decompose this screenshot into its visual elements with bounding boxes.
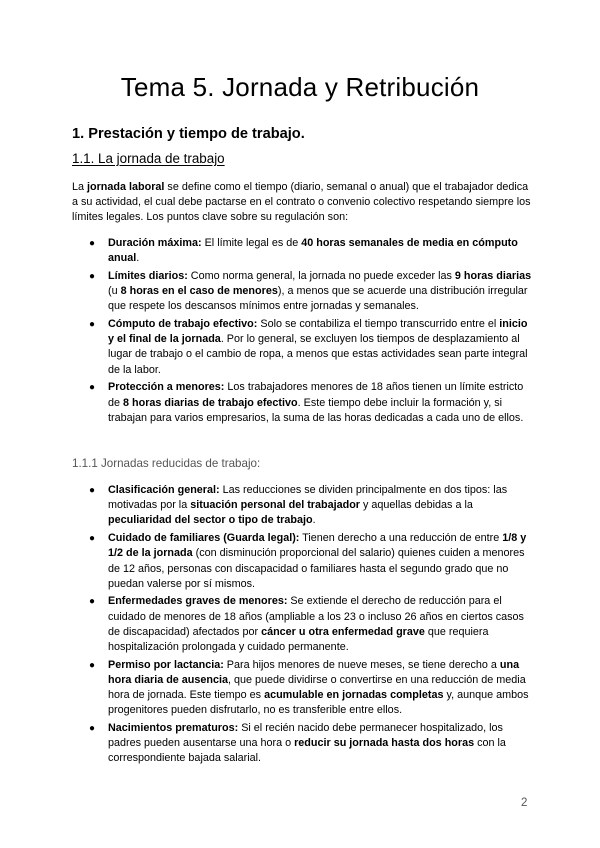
item-text: con la correspondiente bajada salarial. (108, 737, 506, 765)
item-text: y aquellas debidas a la (360, 499, 473, 512)
item-text: (con disminución proporcional del salario) quienes cuiden a menores de 12 años, personas con discapacidad o familiares hasta el segundo grado que no puedan valerse por sí mismos. (108, 547, 525, 590)
item-text: Si el recién nacido debe permanecer hospitalizado, los padres pueden ausentarse una hora o (108, 722, 503, 750)
item-bold: inicio y el final de la jornada (108, 318, 528, 346)
subsection-heading: 1.1. La jornada de trabajo (72, 151, 225, 166)
item-text: . (136, 252, 140, 265)
list-item (72, 236, 532, 266)
bullet-icon: ● (89, 270, 96, 282)
list-item (72, 380, 532, 426)
item-text: Se extiende el derecho de reducción para el cuidado de menores de 18 años (ampliable a los 23 o incluso 26 años en ciertos casos de discapacidad) afectados por (108, 595, 524, 638)
item-text: Tienen derecho a una reducción de entre (299, 532, 503, 545)
item-bold: 8 horas diarias de trabajo efectivo (123, 396, 298, 409)
item-bold: 9 horas diarias (454, 269, 532, 282)
bullet-icon: ● (89, 533, 96, 545)
list-item (72, 317, 532, 378)
item-bold: peculiaridad del sector o tipo de trabajo (108, 514, 313, 527)
jornada-list (72, 236, 532, 428)
page-number: 2 (521, 797, 528, 809)
item-label: Nacimientos prematuros: (108, 722, 239, 735)
item-text: Solo se contabiliza el tiempo transcurrido entre el (257, 318, 500, 331)
bullet-icon: ● (89, 596, 96, 608)
item-bold: 40 horas semanales de media en cómputo anual (108, 237, 518, 265)
item-text: . Por lo general, se excluyen los tiempos de desplazamiento al lugar de trabajo o el cambio de ropa, a menos que estas actividades sean parte integral de la labor. (108, 333, 528, 376)
item-bold: reducir su jornada hasta dos horas (294, 737, 475, 750)
item-bold: 8 horas en el caso de menores (120, 285, 278, 298)
item-bold: situación personal del trabajador (190, 499, 361, 512)
item-text: que requiera hospitalización prolongada y cuidado permanente. (108, 625, 489, 654)
list-item (72, 658, 532, 719)
item-bold: cáncer u otra enfermedad grave (261, 625, 425, 638)
item-text: Las reducciones se dividen principalmente en dos tipos: las motivadas por la (108, 484, 508, 512)
item-label: Permiso por lactancia: (108, 658, 224, 671)
bullet-icon: ● (89, 723, 96, 735)
bullet-icon: ● (89, 485, 96, 496)
item-bold: una hora diaria de ausencia (108, 658, 520, 686)
item-text: . Este tiempo debe incluir la formación y, si trabajan para varios empresarios, la suma de las horas dedicadas a cada uno de ellos. (108, 396, 524, 424)
item-label: Duración máxima: (108, 237, 202, 249)
item-text: Para hijos menores de nueve meses, se tiene derecho a (223, 658, 500, 671)
item-text: . (312, 514, 316, 527)
item-text: Como norma general, la jornada no puede exceder las (187, 269, 455, 282)
item-text: , que puede dividirse o convertirse en una reducción de media hora de jornada. Este tiempo es (108, 673, 526, 702)
bullet-icon: ● (89, 659, 96, 671)
subsubsection-heading: 1.1.1 Jornadas reducidas de trabajo: (72, 457, 261, 470)
list-item (72, 269, 532, 315)
item-text: (u (108, 285, 121, 298)
bullet-icon: ● (89, 238, 96, 249)
item-label: Límites diarios: (108, 269, 188, 282)
item-label: Clasificación general: (108, 484, 220, 496)
intro-text: se define como el tiempo (diario, semanal o anual) que el trabajador dedica a su actividad, el cual debe pactarse en el contrato o convenio colectivo respetando siempre los límites legales. Los puntos clave sobre su regulación son: (72, 181, 531, 224)
item-text: y, aunque ambos progenitores pueden disfrutarlo, no es transferible entre ellos. (108, 689, 529, 717)
bullet-icon: ● (89, 319, 96, 331)
item-text: El límite legal es de (201, 237, 302, 249)
item-text: ), a menos que se acuerde una distribución irregular que respete los descansos mínimos entre jornadas y semanales. (108, 285, 528, 313)
page-title: Tema 5. Jornada y Retribución (120, 72, 480, 102)
list-item (72, 721, 532, 767)
item-bold: acumulable en jornadas completas (264, 689, 444, 702)
item-label: Cuidado de familiares (Guarda legal): (108, 532, 300, 545)
item-label: Cómputo de trabajo efectivo: (108, 318, 258, 331)
list-item (72, 594, 532, 655)
intro-text: La (72, 181, 88, 193)
item-bold: 1/8 y 1/2 de la jornada (108, 532, 527, 560)
item-label: Protección a menores: (108, 381, 225, 394)
intro-paragraph (72, 180, 532, 226)
section-heading: 1. Prestación y tiempo de trabajo. (72, 126, 305, 142)
list-item (72, 531, 532, 592)
bullet-icon: ● (89, 382, 96, 394)
item-text: Los trabajadores menores de 18 años tienen un límite estricto de (108, 381, 524, 409)
item-label: Enfermedades graves de menores: (108, 595, 288, 608)
jornadas-reducidas-list (72, 483, 532, 769)
list-item (72, 483, 532, 529)
intro-bold: jornada laboral (87, 181, 165, 193)
